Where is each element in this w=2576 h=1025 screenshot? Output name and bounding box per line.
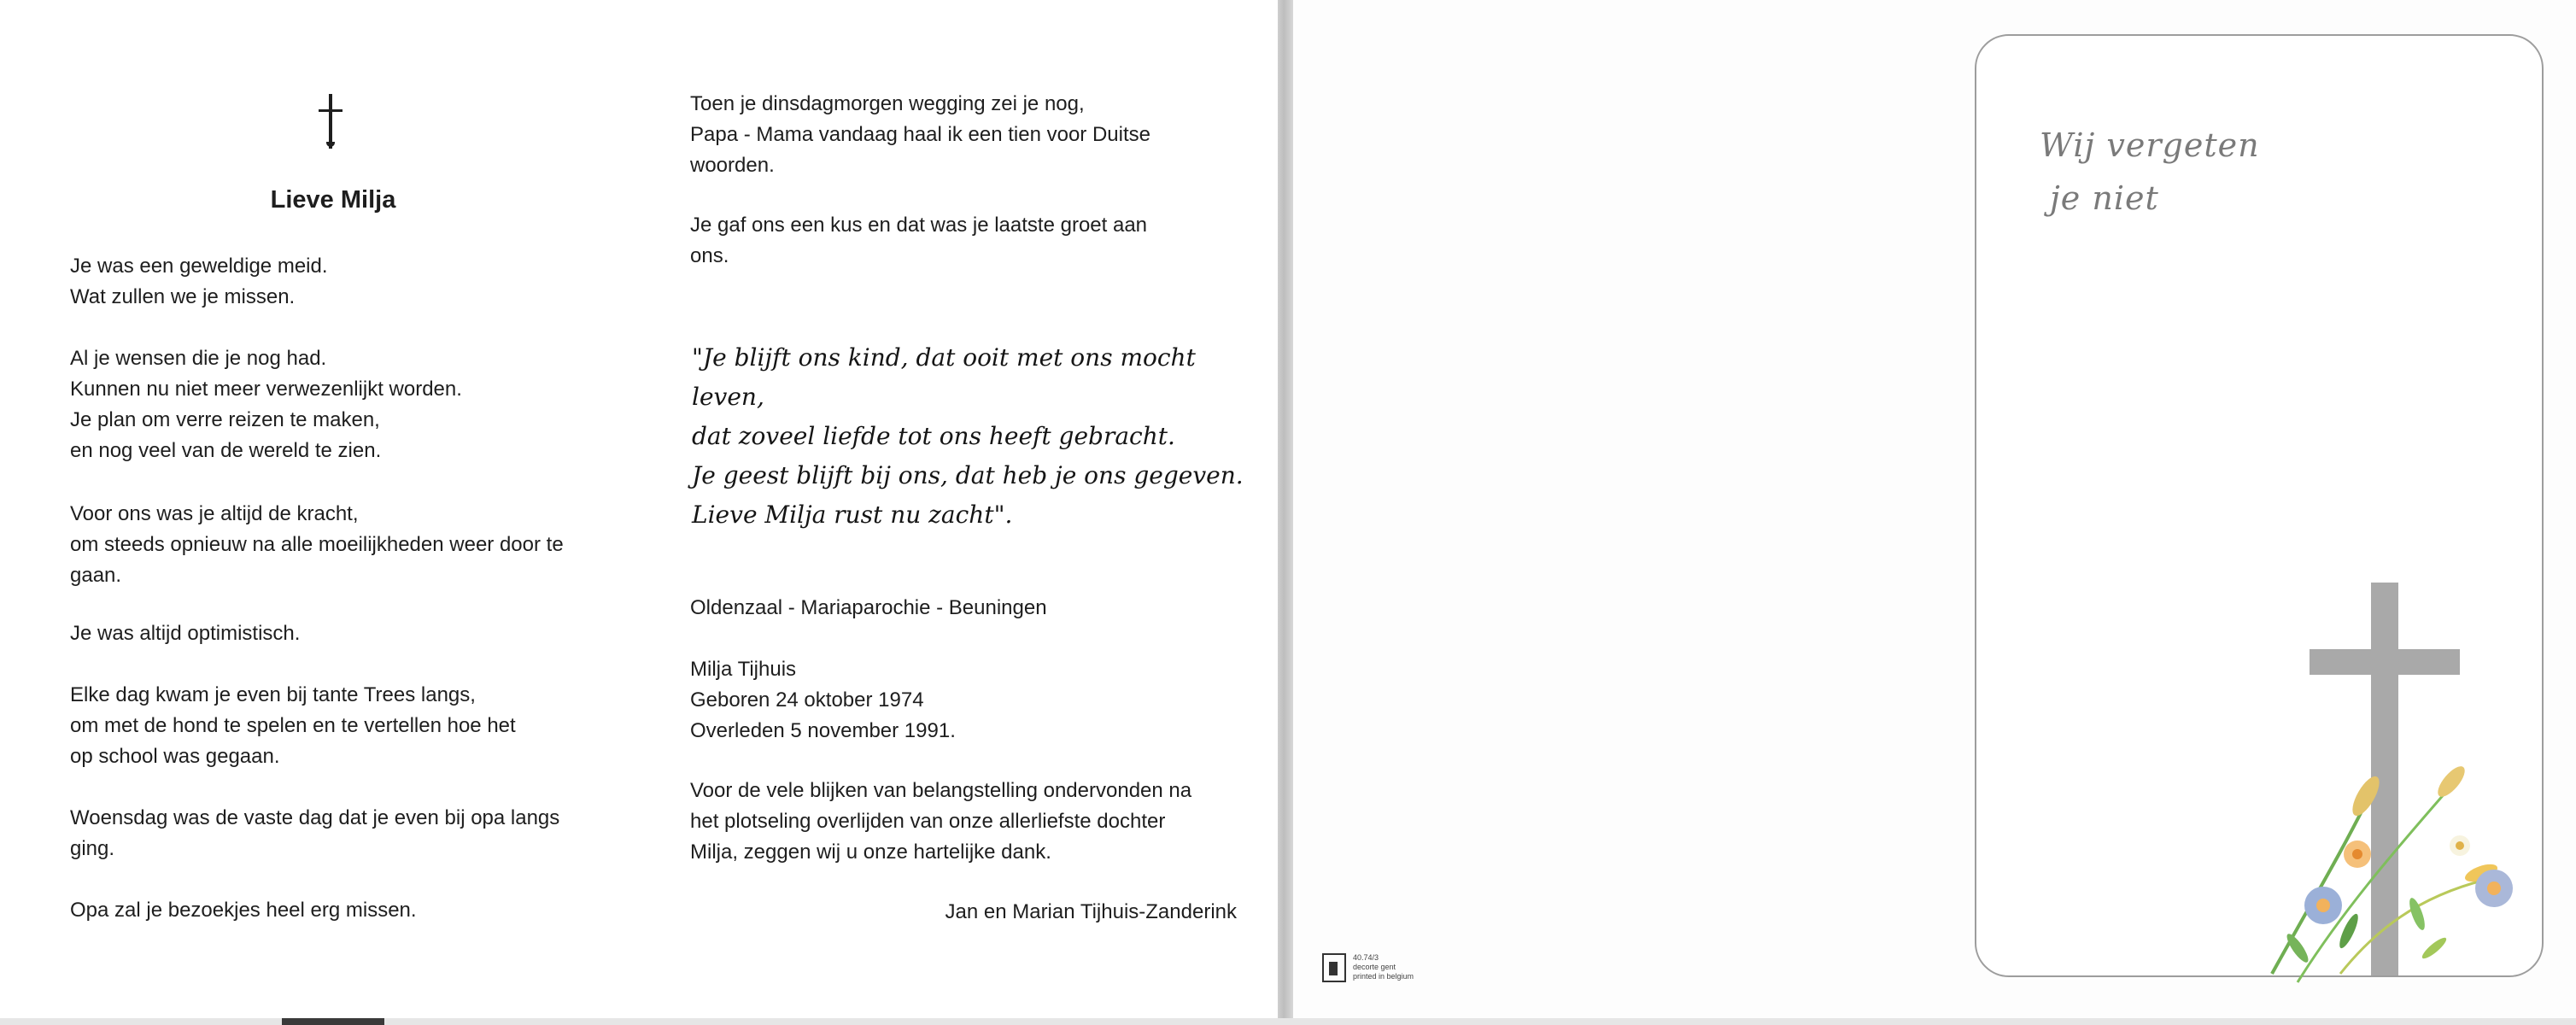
- place-line: Oldenzaal - Mariaparochie - Beuningen: [690, 596, 1047, 619]
- card-fold: [1278, 0, 1293, 1025]
- printer-code: 40.74/3: [1353, 953, 1379, 962]
- poem-stanza: Elke dag kwam je even bij tante Trees langs, om met de hond te spelen en te vertellen hoe het op school was gegaan.: [70, 683, 516, 768]
- poem-stanza: Voor ons was je altijd de kracht, om steeds opnieuw na alle moeilijkheden weer door te gaan.: [70, 502, 564, 587]
- poem-stanza: Je was altijd optimistisch.: [70, 622, 301, 645]
- memorial-quote: "Je blijft ons kind, dat ooit met ons mocht leven, dat zoveel liefde tot ons heeft gebracht. Je geest blijft bij ons, dat heb je ons gegeven. Lieve Milja rust nu zacht".: [692, 343, 1244, 529]
- poem-stanza: Al je wensen die je nog had. Kunnen nu niet meer verwezenlijkt worden. Je plan om verre reizen te maken, en nog veel van de wereld te zien.: [70, 347, 462, 462]
- memory-paragraph: Je gaf ons een kus en dat was je laatste groet aan ons.: [690, 214, 1148, 267]
- poem-stanza: Woensdag was de vaste dag dat je even bij opa langs ging.: [70, 806, 560, 860]
- wheat-ear: [2433, 762, 2469, 800]
- thanks-paragraph: Voor de vele blijken van belangstelling ondervonden na het plotseling overlijden van onze allerliefste dochter Milja, zeggen wij u onze hartelijke dank.: [690, 779, 1192, 864]
- wheat-stem: [2340, 880, 2485, 974]
- cross-horizontal: [2310, 649, 2460, 675]
- printer-logo-icon: [1322, 953, 1346, 982]
- printer-note: printed in belgium: [1353, 972, 1414, 981]
- blue-flower: [2475, 870, 2513, 907]
- memory-paragraph: Toen je dinsdagmorgen wegging zei je nog, Papa - Mama vandaag haal ik een tien voor Duitse woorden.: [690, 92, 1150, 177]
- left-card-page: [0, 0, 1278, 1018]
- printer-name: decorte gent: [1353, 963, 1396, 971]
- scan-bottom-edge: [0, 1018, 2576, 1025]
- birth-death-details: Milja Tijhuis Geboren 24 oktober 1974 Overleden 5 november 1991.: [690, 658, 956, 742]
- poem-stanza: Je was een geweldige meid. Wat zullen we je missen.: [70, 255, 328, 308]
- white-flower: [2450, 835, 2470, 856]
- signature-line: Jan en Marian Tijhuis-Zanderink: [945, 900, 1237, 923]
- blue-flower: [2304, 887, 2342, 924]
- card-title: Lieve Milja: [270, 186, 396, 214]
- latin-cross-icon: [316, 94, 345, 149]
- orange-flower: [2344, 840, 2371, 868]
- script-line-1: Wij vergeten: [2040, 126, 2260, 164]
- grey-cross-with-flowers-icon: [2238, 572, 2528, 999]
- script-line-2: je niet: [2050, 179, 2159, 217]
- poem-stanza: Opa zal je bezoekjes heel erg missen.: [70, 899, 417, 922]
- printer-text: [1353, 953, 1414, 981]
